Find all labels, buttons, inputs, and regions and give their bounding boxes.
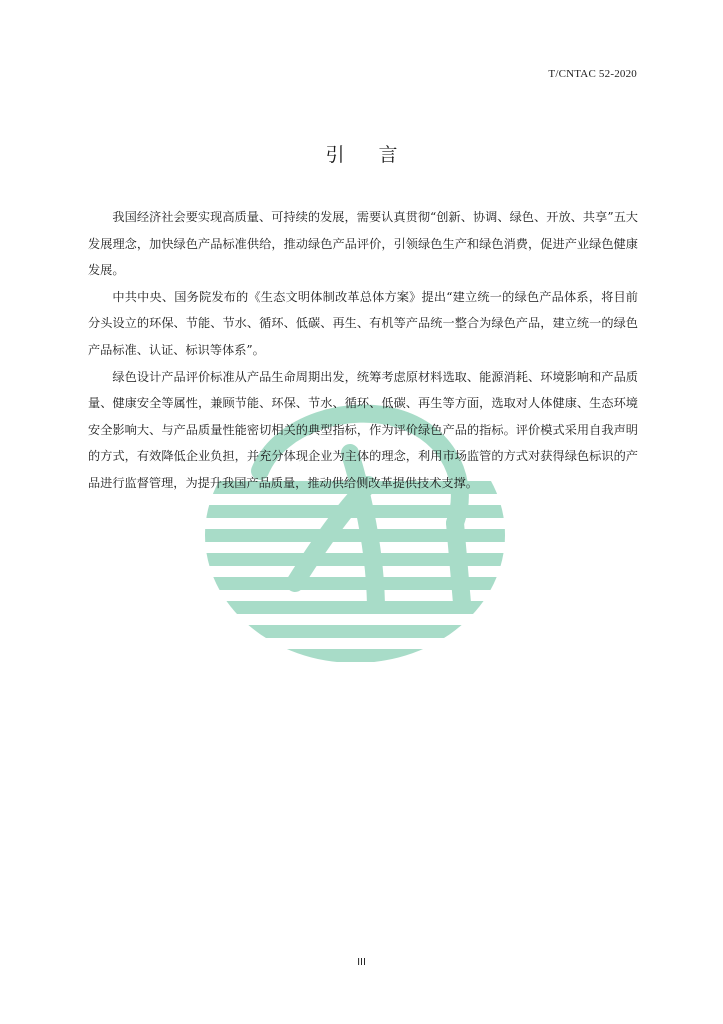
section-title: 引言 [325, 144, 432, 166]
paragraph-1: 我国经济社会要实现高质量、可持续的发展，需要认真贯彻“创新、协调、绿色、开放、共享”五大发展理念，加快绿色产品标准供给，推动绿色产品评价，引领绿色生产和绿色消费，促进产业绿色健康发展。 [88, 210, 638, 278]
standard-code: T/CNTAC 52-2020 [548, 68, 637, 80]
page-number: III [357, 957, 366, 968]
paragraph-3: 绿色设计产品评价标准从产品生命周期出发，统筹考虑原材料选取、能源消耗、环境影响和产品质量、健康安全等属性，兼顾节能、环保、节水、循环、低碳、再生等方面，选取对人体健康、生态环境安全影响大、与产品质量性能密切相关的典型指标，作为评价绿色产品的指标。评价模式采用自我声明的方式，有效降低企业负担，并充分体现企业为主体的理念，利用市场监管的方式对获得绿色标识的产品进行监督管理，为提升我国产品质量，推动供给侧改革提供技术支撑。 [88, 369, 638, 490]
body-text [88, 204, 638, 497]
paragraph-2: 中共中央、国务院发布的《生态文明体制改革总体方案》提出“建立统一的绿色产品体系，将目前分头设立的环保、节能、节水、循环、低碳、再生、有机等产品统一整合为绿色产品，建立统一的绿色产品标准、认证、标识等体系”。 [88, 289, 638, 357]
